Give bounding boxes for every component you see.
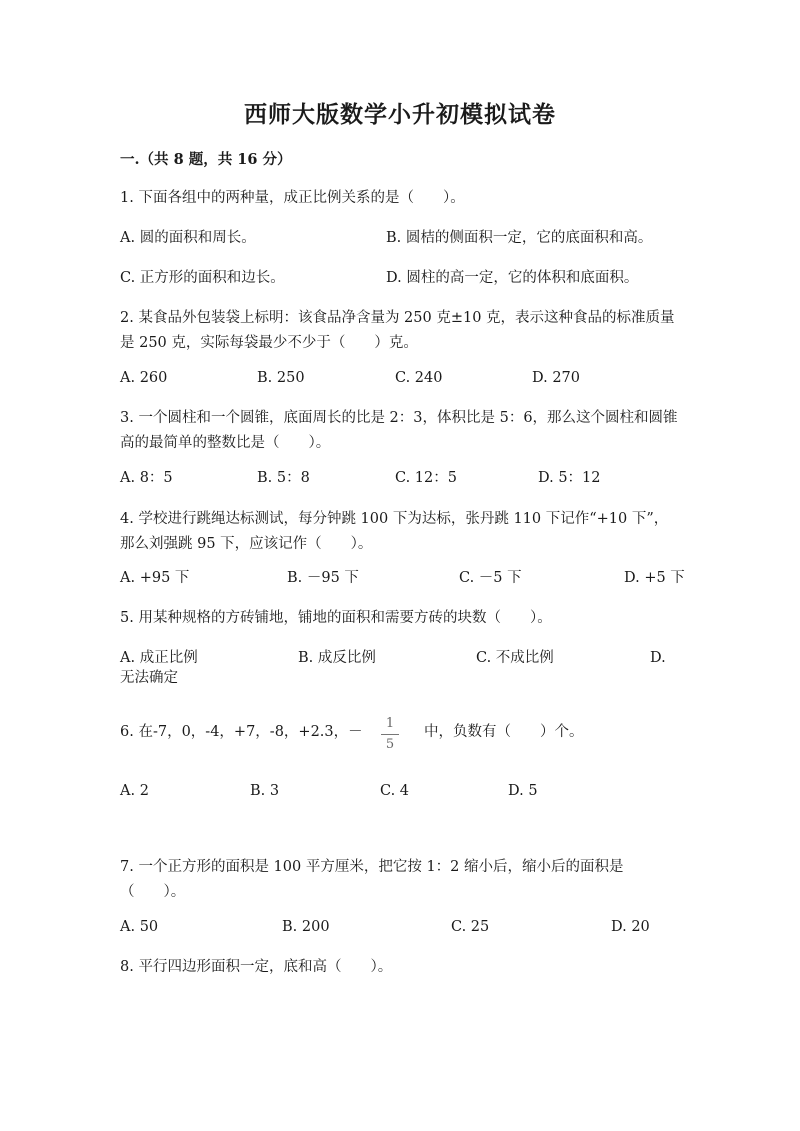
question-5-option-d-text: 无法确定 — [120, 670, 178, 686]
question-4-option-d: D. +5 下 — [624, 570, 685, 586]
question-6-option-b: B. 3 — [250, 783, 280, 799]
question-5-option-d: D. — [650, 650, 666, 666]
question-2-stem: 2. 某食品外包装袋上标明：该食品净含量为 250 克±10 克，表示这种食品的标准质量是 250 克，实际每袋最少不少于（ ）克。 — [120, 310, 675, 351]
question-3-option-a: A. 8：5 — [120, 470, 173, 486]
question-1-stem: 1. 下面各组中的两种量，成正比例关系的是（ ）。 — [120, 190, 465, 206]
question-6-option-d: D. 5 — [508, 783, 538, 799]
question-1-option-c: C. 正方形的面积和边长。 — [120, 270, 285, 286]
question-5-option-c: C. 不成比例 — [476, 650, 554, 666]
question-2-option-c: C. 240 — [395, 370, 443, 386]
question-3-stem: 3. 一个圆柱和一个圆锥，底面周长的比是 2：3，体积比是 5：6，那么这个圆柱和圆锥高的最简单的整数比是（ ）。 — [120, 410, 678, 451]
question-7-stem: 7. 一个正方形的面积是 100 平方厘米，把它按 1：2 缩小后，缩小后的面积是（ ）。 — [120, 859, 624, 900]
question-1-option-a: A. 圆的面积和周长。 — [120, 230, 256, 246]
question-4-option-a: A. +95 下 — [120, 570, 190, 586]
question-3-option-c: C. 12：5 — [395, 470, 457, 486]
section-heading: 一.（共 8 题，共 16 分） — [120, 151, 292, 168]
question-7-option-a: A. 50 — [120, 919, 159, 935]
fraction-one-fifth — [378, 716, 402, 753]
question-5-option-a: A. 成正比例 — [120, 650, 198, 666]
question-6-option-c: C. 4 — [380, 783, 410, 799]
fraction-bar — [381, 734, 399, 735]
question-2-option-a: A. 260 — [120, 370, 168, 386]
question-3-option-b: B. 5：8 — [257, 470, 310, 486]
question-1-option-b: B. 圆桔的侧面积一定，它的底面积和高。 — [386, 230, 653, 246]
fraction-denominator: 5 — [385, 737, 395, 752]
question-8-stem: 8. 平行四边形面积一定，底和高（ ）。 — [120, 959, 393, 975]
question-6-option-a: A. 2 — [120, 783, 149, 799]
question-2-option-d: D. 270 — [532, 370, 581, 386]
question-6-stem-before: 6. 在-7，0，-4，+7，-8，+2.3，－ — [120, 724, 363, 740]
question-2-option-b: B. 250 — [257, 370, 305, 386]
question-7-option-b: B. 200 — [282, 919, 330, 935]
question-5-option-b: B. 成反比例 — [298, 650, 376, 666]
fraction-numerator: 1 — [385, 716, 395, 731]
question-5-stem: 5. 用某种规格的方砖铺地，铺地的面积和需要方砖的块数（ ）。 — [120, 610, 552, 626]
page-title: 西师大版数学小升初模拟试卷 — [244, 101, 556, 128]
question-7-option-d: D. 20 — [611, 919, 650, 935]
question-7-option-c: C. 25 — [451, 919, 490, 935]
question-4-stem: 4. 学校进行跳绳达标测试，每分钟跳 100 下为达标，张丹跳 110 下记作“+10 下”，那么刘强跳 95 下，应该记作（ ）。 — [120, 511, 669, 552]
question-1-option-d: D. 圆柱的高一定，它的体积和底面积。 — [386, 270, 639, 286]
question-3-option-d: D. 5：12 — [538, 470, 601, 486]
question-4-option-c: C. －5 下 — [459, 570, 522, 586]
question-4-option-b: B. －95 下 — [287, 570, 359, 586]
question-6-stem-after: 中，负数有（ ）个。 — [424, 724, 584, 740]
